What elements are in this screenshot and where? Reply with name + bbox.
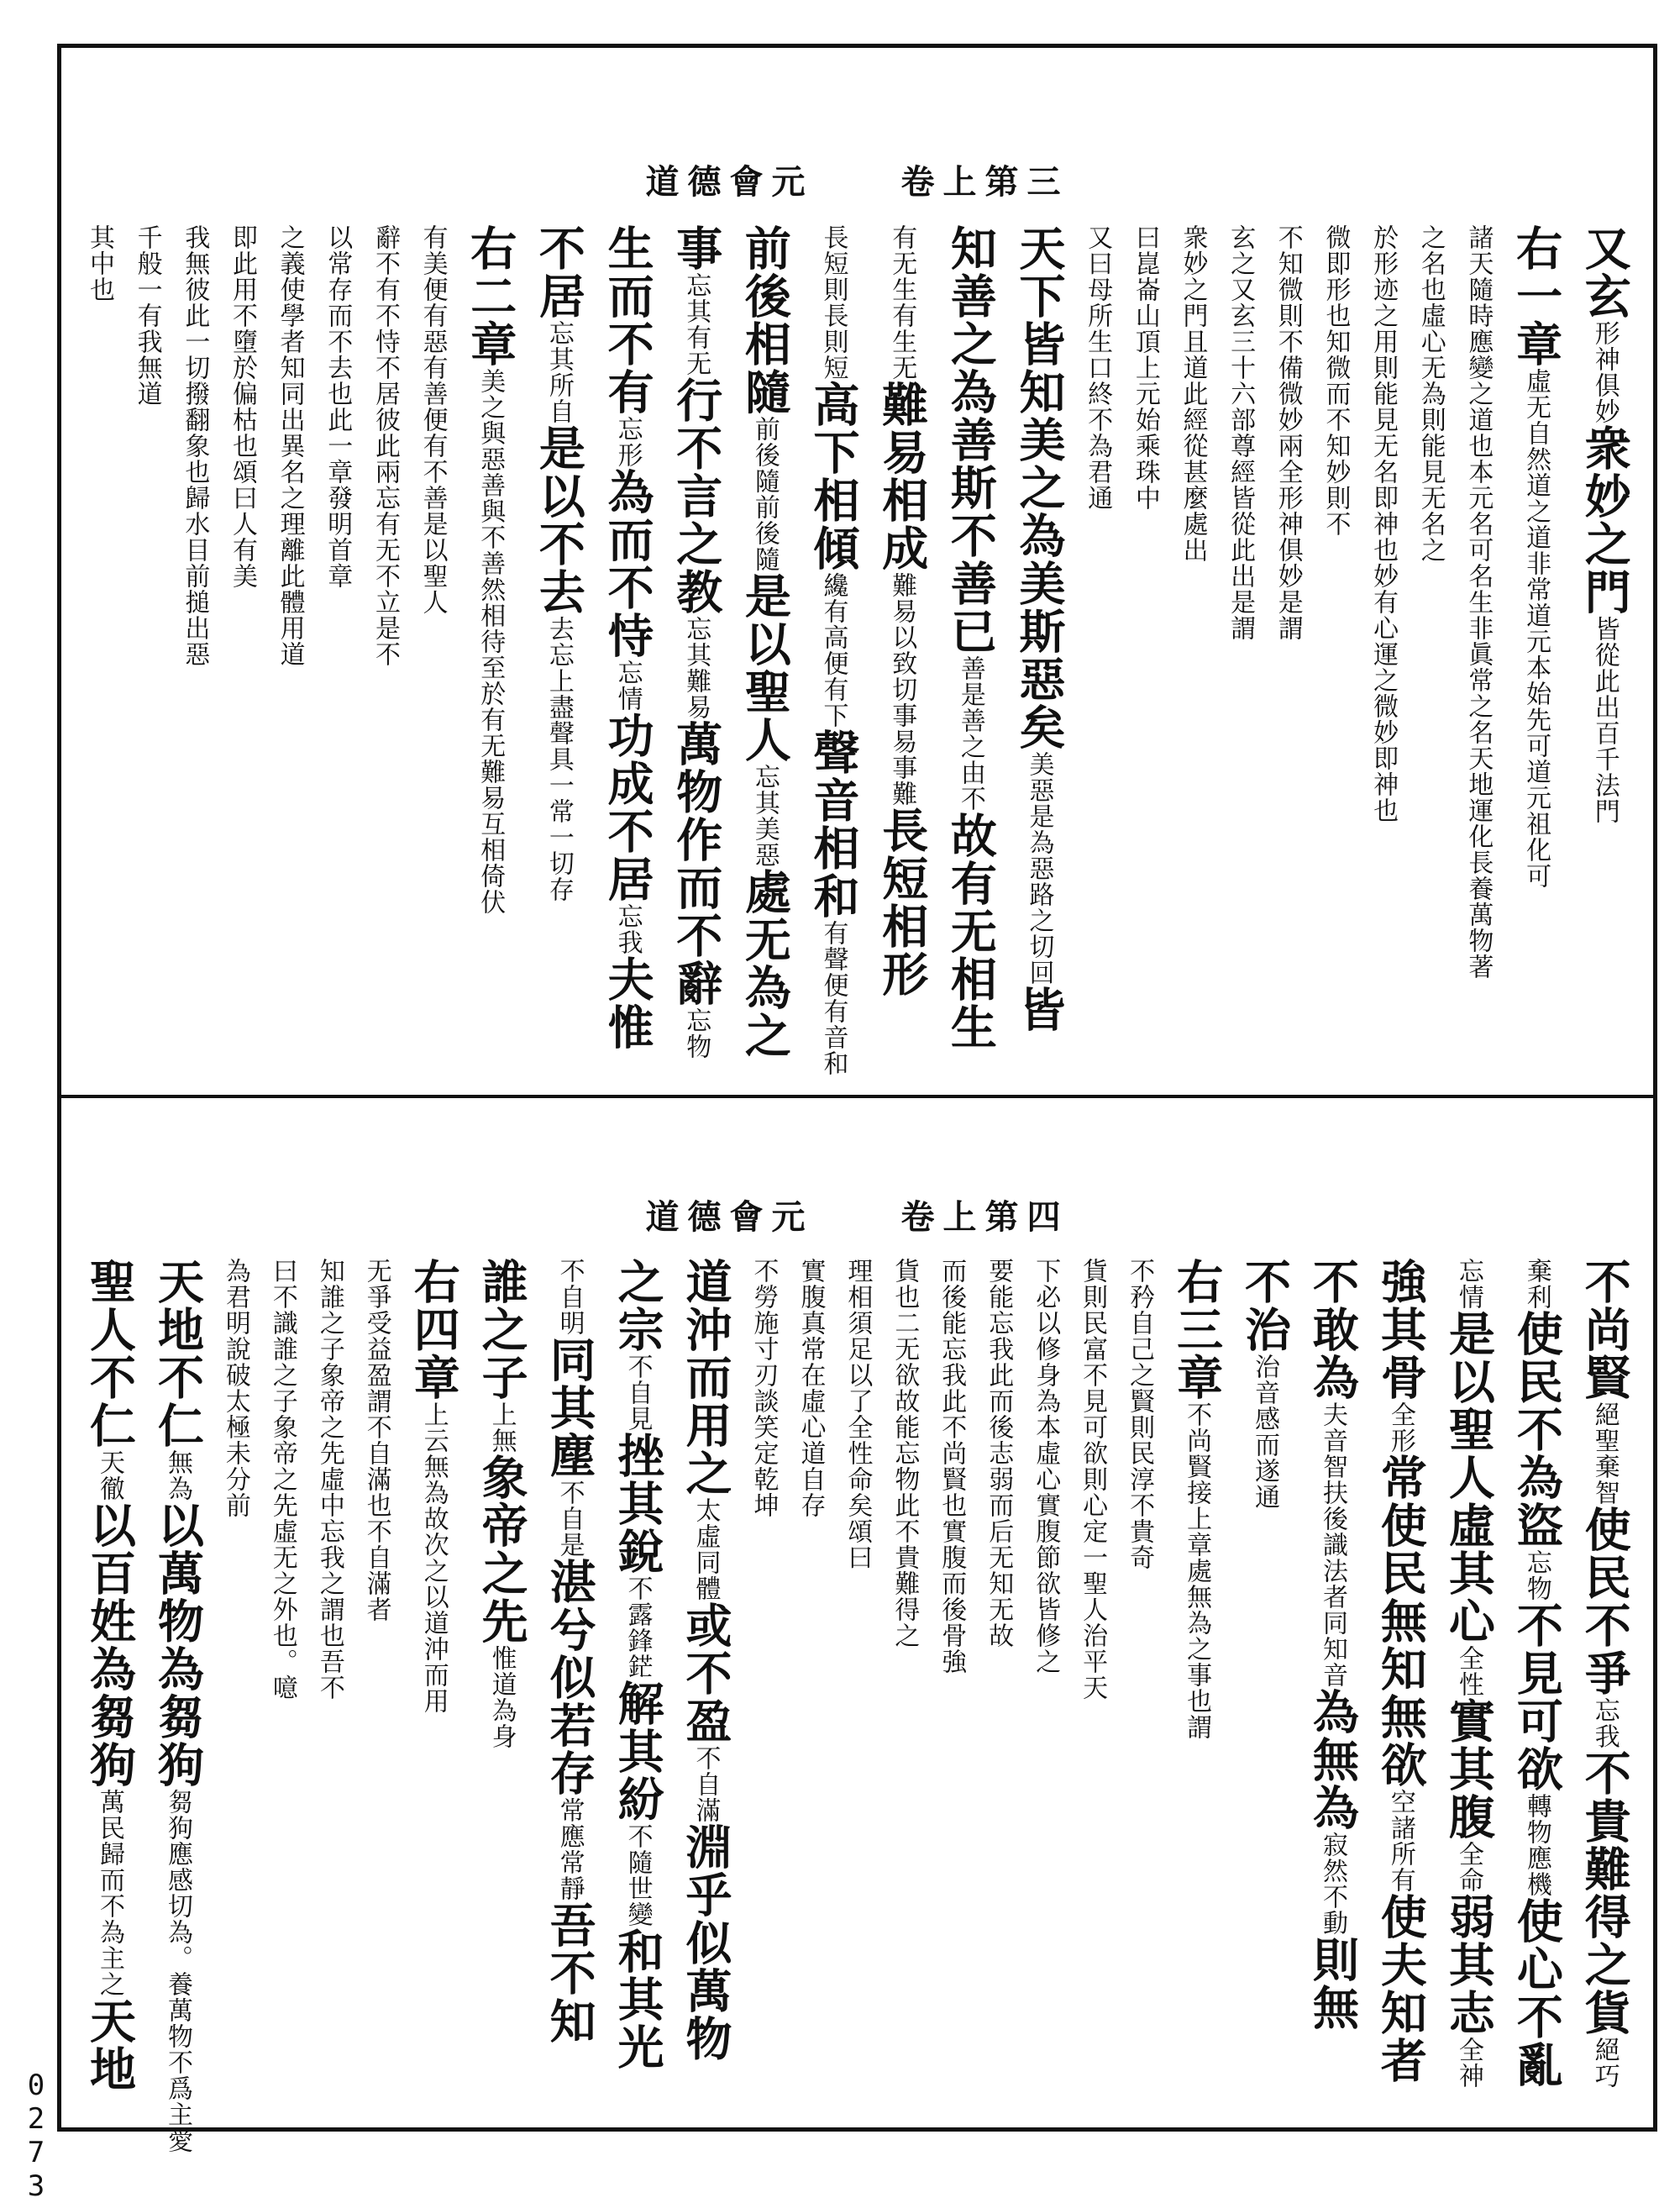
text-column <box>1011 224 1067 1073</box>
main-text: 右三章 <box>1169 1258 1225 1401</box>
text-column <box>314 1258 344 2106</box>
text-column <box>134 224 160 1073</box>
commentary-text: 之名也虛心无為則能見无名之 <box>1415 224 1446 563</box>
main-text: 天地 <box>82 1997 137 2093</box>
text-column <box>417 224 448 1073</box>
text-column <box>937 1258 967 2106</box>
text-column <box>1237 1258 1293 2106</box>
commentary-text: 絕巧 <box>1589 2037 1620 2089</box>
commentary-text: 貨則民富不見可欲則心定一聖人治平天 <box>1078 1258 1108 1701</box>
commentary-text: 又曰母所生口終不為君通 <box>1083 224 1113 511</box>
commentary-text: 不自見 <box>622 1354 653 1432</box>
main-text: 高下相傾 <box>806 381 861 572</box>
text-column <box>87 224 112 1073</box>
text-column <box>1577 224 1632 1073</box>
text-column <box>220 1258 250 2106</box>
commentary-text: 不勞施寸刃談笑定乾坤 <box>748 1258 779 1518</box>
text-column <box>1509 1258 1564 2106</box>
commentary-text: 生非眞常之名天地運化長養萬物著 <box>1463 589 1494 980</box>
commentary-text: 天徹 <box>95 1449 124 1501</box>
text-column <box>984 1258 1014 2106</box>
commentary-text: 長短則長則短 <box>818 224 848 381</box>
commentary-text: 寂然不動 <box>1317 1832 1347 1936</box>
commentary-text: 惟道為身 <box>486 1645 517 1749</box>
main-text: 誰之子 <box>474 1258 529 1401</box>
main-text: 實其腹 <box>1441 1697 1496 1841</box>
commentary-text: 萬民歸而不為主之 <box>95 1789 124 1997</box>
main-text: 不敢為 <box>1305 1258 1360 1401</box>
main-text: 湛兮似若存 <box>542 1558 597 1797</box>
text-column <box>463 224 518 1073</box>
main-text: 前後相隨 <box>737 224 792 416</box>
commentary-text: 忘形 <box>612 416 643 468</box>
text-column <box>542 1258 597 2106</box>
page-panel-bottom <box>61 1098 1653 2153</box>
commentary-text: 纔有高便有下 <box>818 572 848 728</box>
commentary-text: 為君明說破太極未分前 <box>220 1258 250 1518</box>
main-text: 故有无相生 <box>942 812 998 1051</box>
main-text: 為無為 <box>1305 1688 1360 1832</box>
commentary-text: 忘其有无 <box>681 272 711 376</box>
header-volume: 卷上第三 <box>900 162 1069 202</box>
main-text: 萬物作而不辭 <box>669 720 724 1007</box>
header-title: 道德會元 <box>645 1197 814 1237</box>
commentary-text: 不隨世變 <box>622 1823 653 1927</box>
commentary-text: 微即形也知微而不知妙則不 <box>1320 224 1351 537</box>
commentary-text: 曰崑崙山頂上元始乘珠中 <box>1130 224 1160 511</box>
commentary-text: 元本始先可道元祖化可 <box>1521 628 1551 889</box>
main-text: 生而不有 <box>600 224 655 416</box>
commentary-text: 虛无自然道之道非常道 <box>1521 368 1551 628</box>
commentary-text: 而後能忘我此不尚賢也實腹而後骨強 <box>937 1258 967 1675</box>
text-column <box>150 1258 205 2153</box>
text-column <box>737 224 792 1073</box>
commentary-text: 之義使學者知同出異名之理離此體用道 <box>275 224 305 667</box>
commentary-text: 忘情 <box>612 660 643 712</box>
commentary-text: 其中也 <box>85 224 114 302</box>
main-text: 解其紛 <box>610 1680 665 1823</box>
commentary-text: 全性 <box>1453 1645 1483 1697</box>
main-text: 不貴難得之貨 <box>1577 1749 1632 2037</box>
commentary-text: 芻狗應感切為。養萬物不爲主愛 <box>162 1789 192 2153</box>
commentary-text: 前後隨前後隨 <box>749 416 780 572</box>
commentary-text: 忘物 <box>681 1007 711 1059</box>
commentary-text: 轉物應機 <box>1521 1793 1551 1897</box>
commentary-text: 不露鋒鋩 <box>622 1575 653 1680</box>
text-column <box>795 1258 826 2106</box>
commentary-text: 全神 <box>1453 2037 1483 2089</box>
commentary-text: 不知微則不備微妙兩全形神俱妙是謂 <box>1273 224 1303 641</box>
main-text: 淵乎似萬物 <box>678 1823 733 2063</box>
commentary-text: 上無 <box>486 1401 517 1454</box>
commentary-text: 忘其美惡 <box>749 764 780 868</box>
main-text: 同其塵 <box>542 1336 597 1480</box>
text-column <box>1078 1258 1108 2106</box>
main-text: 天下皆知美之為美斯惡矣 <box>1011 224 1067 751</box>
main-text: 象帝之先 <box>474 1454 529 1645</box>
main-text: 夫惟 <box>600 955 655 1051</box>
main-text: 功成不居 <box>600 712 655 903</box>
commentary-text: 理相須足以了全性命矣 <box>843 1258 873 1518</box>
commentary-text: 諸天隨時應變之道也本元名可名 <box>1463 224 1494 589</box>
text-column <box>678 1258 733 2106</box>
commentary-text: 實腹真常在虛心道自存 <box>795 1258 826 1518</box>
main-text: 又玄 <box>1577 224 1632 320</box>
main-text: 是以聖人 <box>737 572 792 764</box>
commentary-text: 我無彼此一切撥翻象也歸水目前搥出惡 <box>180 224 210 667</box>
main-text: 強其骨 <box>1373 1258 1428 1401</box>
main-text: 不治 <box>1237 1258 1293 1354</box>
text-column <box>1320 224 1351 1073</box>
text-column <box>1169 1258 1225 2106</box>
text-column <box>669 224 724 1073</box>
text-column <box>229 224 255 1073</box>
page-header-top <box>61 155 1653 203</box>
main-text: 道沖而用之 <box>678 1258 733 1497</box>
commentary-text: 全形 <box>1385 1401 1415 1454</box>
commentary-text: 治音感而遂通 <box>1250 1354 1280 1510</box>
commentary-text: 然相待至於有无難易互相倚伏 <box>475 576 506 915</box>
commentary-text: 忘其難易 <box>681 616 711 720</box>
text-column <box>1441 1258 1496 2106</box>
commentary-text: 是謂 <box>1226 589 1256 641</box>
main-text: 以萬物為芻狗 <box>150 1501 205 1789</box>
commentary-text: 難易以致切事易事難 <box>887 572 917 807</box>
main-text: 為而不恃 <box>600 468 655 660</box>
main-text: 常使民無知無欲 <box>1373 1454 1428 1789</box>
commentary-text: 於形迹之用則能見无名即神也 <box>1368 224 1399 563</box>
commentary-text: 不自明 <box>554 1258 585 1336</box>
text-column <box>1577 1258 1632 2106</box>
text-column <box>600 224 655 1073</box>
main-text: 行不言之教 <box>669 376 724 616</box>
commentary-text: 妙有心運之微妙即神也 <box>1368 563 1399 823</box>
commentary-text: 忘其所自 <box>543 320 574 424</box>
text-columns-bottom <box>82 1258 1632 2153</box>
page-header-bottom <box>61 1191 1653 1238</box>
commentary-text: 忘情 <box>1453 1258 1483 1310</box>
commentary-text: 知誰之子象帝之先虛中忘我之謂也吾不 <box>314 1258 344 1701</box>
commentary-text: 有美便有惡有善便有不善是以聖人 <box>417 224 448 615</box>
commentary-text: 百千法門 <box>1589 720 1620 824</box>
text-column <box>361 1258 391 2106</box>
commentary-text: 同知音 <box>1317 1610 1347 1688</box>
text-column <box>370 224 400 1073</box>
text-column <box>406 1258 461 2106</box>
text-column <box>843 1258 873 2106</box>
main-text: 是以聖人虛其心 <box>1441 1310 1496 1645</box>
page-number: 0273 <box>19 2069 53 2203</box>
commentary-text: 以常存而不去也此一章發明首章 <box>323 224 353 589</box>
commentary-text: 上云無為故次之以道沖而用 <box>418 1401 449 1714</box>
main-text: 難易相成 <box>874 381 930 572</box>
commentary-text: 即此用不墮於偏枯也頌曰人有美 <box>227 224 257 589</box>
page-panel-top <box>61 48 1653 1095</box>
text-column <box>1373 1258 1428 2106</box>
text-column <box>267 1258 297 2106</box>
commentary-text: 頌曰 <box>843 1518 873 1570</box>
main-text: 聖人不仁 <box>82 1258 137 1449</box>
commentary-text: 曰不識誰之子象帝之先虛无之外也。噫 <box>267 1258 297 1701</box>
commentary-text: 去忘上盡聲具一 <box>543 616 574 798</box>
main-text: 聲音相和 <box>806 728 861 920</box>
commentary-text: 常一切存 <box>543 798 574 902</box>
commentary-text: 衆妙之門且道此經從甚麼處出 <box>1178 224 1208 563</box>
text-column <box>1305 1258 1360 2106</box>
commentary-text: 皆從此出 <box>1589 616 1620 720</box>
commentary-text: 玄之又玄三十六部尊經皆從此出 <box>1226 224 1256 589</box>
main-text: 挫其銳 <box>610 1432 665 1575</box>
commentary-text: 不自是 <box>554 1480 585 1558</box>
main-text: 使民不為盜 <box>1509 1310 1564 1549</box>
main-text: 不見可欲 <box>1509 1601 1564 1793</box>
main-text: 事 <box>669 224 724 272</box>
commentary-text: 下必以修身為本虛心實腹節欲皆修之 <box>1031 1258 1061 1675</box>
text-column <box>610 1258 665 2106</box>
text-column <box>180 224 210 1073</box>
commentary-text: 常應常靜 <box>554 1797 585 1901</box>
text-column <box>1178 224 1208 1073</box>
main-text: 不尚賢 <box>1577 1258 1632 1401</box>
main-text: 右一章 <box>1509 224 1564 368</box>
main-text: 是以不去 <box>531 424 586 616</box>
commentary-text: 忘我 <box>1589 1697 1620 1749</box>
main-text: 之宗 <box>610 1258 665 1354</box>
text-column <box>874 224 930 1073</box>
text-column <box>1132 224 1158 1073</box>
text-column <box>82 1258 137 2106</box>
text-column <box>1273 224 1303 1073</box>
text-column <box>531 224 586 1073</box>
commentary-text: 夫音智 <box>1317 1401 1347 1480</box>
main-text: 皆 <box>1011 986 1067 1033</box>
text-column <box>806 224 861 1076</box>
main-text: 長短相形 <box>874 807 930 998</box>
text-column <box>474 1258 529 2106</box>
main-text: 天地不仁 <box>150 1258 205 1449</box>
main-text: 或不盈 <box>678 1601 733 1745</box>
main-text: 則無 <box>1305 1936 1360 2032</box>
text-column <box>1415 224 1446 1073</box>
commentary-text: 美惡是為惡路之切回 <box>1024 751 1054 986</box>
main-text: 和其光 <box>610 1927 665 2071</box>
commentary-text: 辭不有不恃不居彼此兩忘有无不立是不 <box>370 224 400 667</box>
text-column <box>1368 224 1399 1073</box>
text-column <box>1226 224 1256 1073</box>
commentary-text: 不尚賢接上章處無為之事也謂 <box>1182 1401 1212 1740</box>
main-text: 右四章 <box>406 1258 461 1401</box>
commentary-text: 有无生有生无 <box>887 224 917 381</box>
commentary-text: 絕聖棄智 <box>1589 1401 1620 1506</box>
commentary-text: 貨也二无欲故能忘物此不貴難得之 <box>890 1258 920 1648</box>
main-text: 知善之為善斯不善已 <box>942 224 998 655</box>
commentary-text: 千般一有我無道 <box>132 224 162 407</box>
text-column <box>275 224 305 1073</box>
text-columns-top <box>85 224 1632 1076</box>
main-text: 吾不知 <box>542 1901 597 2045</box>
text-column <box>1083 224 1113 1073</box>
commentary-text: 忘我 <box>612 903 643 955</box>
commentary-text: 太虛同體 <box>690 1497 721 1601</box>
text-column <box>942 224 998 1073</box>
commentary-text: 善是善之由不 <box>955 655 985 812</box>
text-column <box>890 1258 920 2106</box>
text-column <box>1509 224 1564 1073</box>
commentary-text: 忘物 <box>1521 1549 1551 1601</box>
commentary-text: 无爭受益盈謂不自滿也不自滿者 <box>361 1258 391 1622</box>
main-text: 使心不亂 <box>1509 1897 1564 2089</box>
main-text: 右二章 <box>463 224 518 368</box>
commentary-text: 不自滿 <box>690 1745 721 1823</box>
commentary-text: 要能忘我此而後志弱而后无知无故 <box>984 1258 1014 1648</box>
main-text: 衆妙之門 <box>1577 424 1632 616</box>
header-title: 道德會元 <box>645 162 814 202</box>
commentary-text: 不矜自己之賢則民淳不貴奇 <box>1125 1258 1155 1570</box>
text-column <box>1125 1258 1155 2106</box>
commentary-text: 無為 <box>162 1449 192 1501</box>
commentary-text: 棄利 <box>1521 1258 1551 1310</box>
header-volume: 卷上第四 <box>900 1197 1069 1237</box>
text-column <box>748 1258 779 2106</box>
text-column <box>1463 224 1494 1073</box>
main-text: 弱其志 <box>1441 1893 1496 2037</box>
commentary-text: 全命 <box>1453 1841 1483 1893</box>
commentary-text: 空諸所有 <box>1385 1789 1415 1893</box>
text-column <box>1031 1258 1061 2106</box>
commentary-text: 扶後識法者 <box>1317 1480 1347 1610</box>
main-text: 使民不爭 <box>1577 1506 1632 1697</box>
main-text: 以百姓為芻狗 <box>82 1501 137 1789</box>
main-text: 處无為之 <box>737 868 792 1059</box>
commentary-text: 形神俱妙 <box>1589 320 1620 424</box>
text-column <box>323 224 353 1073</box>
main-text: 使夫知者 <box>1373 1893 1428 2085</box>
commentary-text: 有聲便有音和 <box>818 920 848 1076</box>
main-text: 不居 <box>531 224 586 320</box>
commentary-text: 美之與惡善與不善 <box>475 368 506 576</box>
